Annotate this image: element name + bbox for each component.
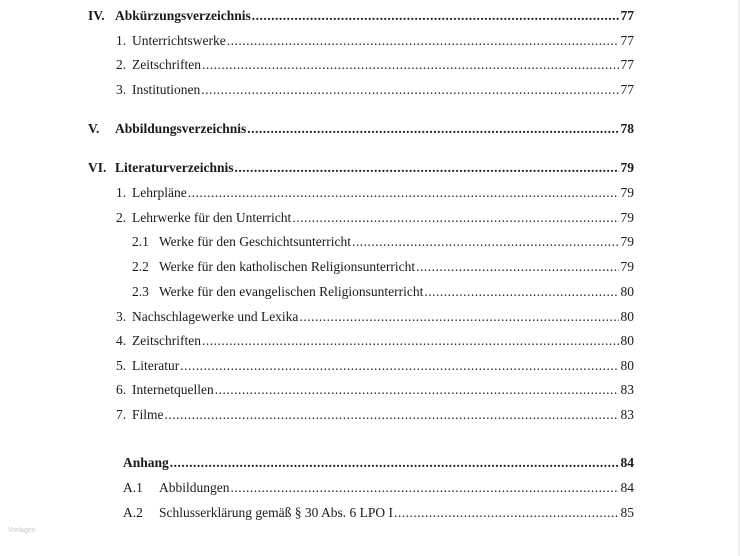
toc-leader-dots (252, 8, 619, 24)
toc-page-number: 84 (620, 480, 634, 495)
toc-leader-dots (299, 309, 619, 325)
watermark: Vorlagen (8, 527, 36, 534)
toc-number: VI. (88, 160, 107, 175)
toc-entry-section-vi (88, 160, 634, 176)
toc-label: Nachschlagewerke und Lexika (132, 309, 299, 324)
toc-number: 2.1 (132, 234, 149, 249)
toc-number: 2. (116, 210, 127, 225)
toc-label: Unterrichtswerke (132, 33, 226, 48)
toc-page-number: 83 (620, 407, 634, 422)
toc-number: 2.3 (132, 284, 149, 299)
toc-page-number: 79 (620, 234, 634, 249)
toc-entry (123, 480, 634, 496)
toc-page-number: 80 (620, 333, 634, 348)
toc-number: 3. (116, 309, 127, 324)
toc-label: Lehrwerke für den Unterricht (132, 210, 292, 225)
toc-entry (116, 309, 634, 325)
toc-leader-dots (352, 234, 619, 250)
toc-number: IV. (88, 8, 105, 23)
toc-label: Abbildungsverzeichnis (115, 121, 247, 136)
toc-number: 7. (116, 407, 127, 422)
toc-page-number: 80 (620, 309, 634, 324)
toc-page-number: 80 (620, 358, 634, 373)
toc-leader-dots (234, 160, 619, 176)
toc-number: 5. (116, 358, 127, 373)
toc-label: Abkürzungsverzeichnis (115, 8, 251, 23)
toc-label: Zeitschriften (132, 57, 201, 72)
toc-page-number: 77 (620, 82, 634, 97)
toc-label: Schlusserklärung gemäß § 30 Abs. 6 LPO I (159, 505, 393, 520)
toc-label: Anhang (123, 455, 169, 470)
toc-entry-anhang (123, 455, 634, 471)
toc-leader-dots (247, 121, 619, 137)
toc-entry (116, 358, 634, 374)
toc-label: Literatur (132, 358, 180, 373)
toc-leader-dots (215, 382, 619, 398)
toc-leader-dots (202, 333, 619, 349)
toc-label: Abbildungen (159, 480, 230, 495)
toc-leader-dots (292, 210, 619, 226)
toc-page-number: 77 (620, 33, 634, 48)
toc-page-number: 77 (620, 57, 634, 72)
toc-page-number: 79 (620, 210, 634, 225)
toc-label: Werke für den Geschichtsunterricht (159, 234, 351, 249)
toc-number: 2. (116, 57, 127, 72)
toc-entry-sub (132, 234, 634, 250)
toc-entry (116, 210, 634, 226)
toc-label: Zeitschriften (132, 333, 201, 348)
toc-number: A.1 (123, 480, 143, 495)
toc-label: Literaturverzeichnis (115, 160, 234, 175)
toc-page-number: 79 (620, 259, 634, 274)
toc-entry-section-iv (88, 8, 634, 24)
toc-page-number: 83 (620, 382, 634, 397)
toc-entry-sub (132, 259, 634, 275)
toc-page-number: 79 (620, 160, 634, 175)
toc-page-number: 78 (620, 121, 634, 136)
toc-leader-dots (180, 358, 619, 374)
toc-number: A.2 (123, 505, 143, 520)
toc-number: 2.2 (132, 259, 149, 274)
toc-leader-dots (231, 480, 620, 496)
toc-entry (116, 382, 634, 398)
toc-entry-section-v (88, 121, 634, 137)
toc-label: Filme (132, 407, 164, 422)
toc-leader-dots (165, 407, 619, 423)
toc-page-number: 77 (620, 8, 634, 23)
toc-page-number: 84 (620, 455, 634, 470)
toc-leader-dots (424, 284, 619, 300)
toc-leader-dots (227, 33, 619, 49)
toc-leader-dots (202, 57, 619, 73)
toc-label: Lehrpläne (132, 185, 187, 200)
toc-entry (116, 82, 634, 98)
toc-entry (116, 333, 634, 349)
toc-entry (116, 407, 634, 423)
toc-number: 4. (116, 333, 127, 348)
toc-entry (116, 33, 634, 49)
toc-number: 3. (116, 82, 127, 97)
toc-number: V. (88, 121, 100, 136)
toc-label: Internetquellen (132, 382, 214, 397)
toc-entry (116, 185, 634, 201)
toc-entry-sub (132, 284, 634, 300)
toc-page-number: 80 (620, 284, 634, 299)
toc-number: 1. (116, 33, 127, 48)
toc-leader-dots (201, 82, 619, 98)
toc-label: Werke für den katholischen Religionsunterricht (159, 259, 416, 274)
toc-entry (123, 505, 634, 521)
toc-label: Institutionen (132, 82, 201, 97)
toc-leader-dots (170, 455, 619, 471)
toc-number: 1. (116, 185, 127, 200)
toc-page-number: 79 (620, 185, 634, 200)
toc-number: 6. (116, 382, 127, 397)
toc-entry (116, 57, 634, 73)
toc-leader-dots (394, 505, 619, 521)
toc-leader-dots (416, 259, 619, 275)
toc-label: Werke für den evangelischen Religionsunterricht (159, 284, 424, 299)
toc-page-number: 85 (620, 505, 634, 520)
toc-leader-dots (188, 185, 619, 201)
